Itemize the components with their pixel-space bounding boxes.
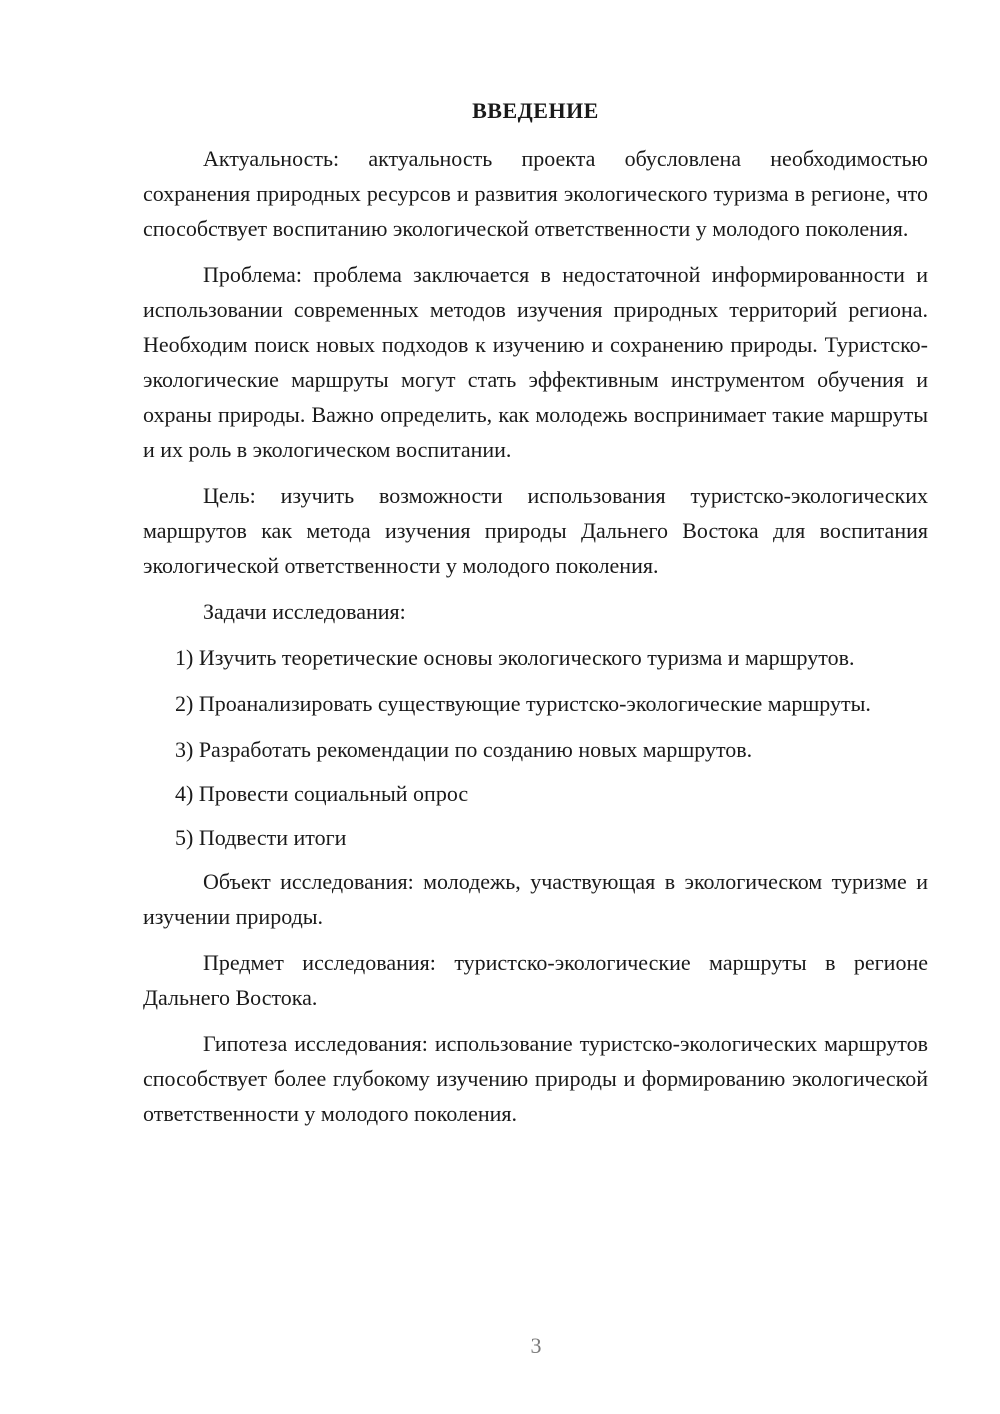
task-item-4: 4) Провести социальный опрос (175, 781, 469, 806)
document-page (143, 95, 928, 1142)
paragraph-relevance: Актуальность: актуальность проекта обусловлена необходимостью сохранения природных ресурсов и развития экологического туризма в регионе, что способствует воспитанию экологической ответственности у молодого поколения. (143, 146, 928, 241)
tasks-heading: Задачи исследования: (203, 599, 406, 624)
paragraph-problem: Проблема: проблема заключается в недостаточной информированности и использовании современных методов изучения природных территорий региона. Необходим поиск новых подходов к изучению и сохранению природы. Туристско-экологические маршруты могут стать эффективным инструментом обучения и охраны природы. Важно определить, как молодежь воспринимает такие маршруты и их роль в экологическом воспитании. (143, 262, 928, 462)
task-item-2: 2) Проанализировать существующие туристско-экологические маршруты. (175, 691, 871, 716)
paragraph-object: Объект исследования: молодежь, участвующая в экологическом туризме и изучении природы. (143, 869, 928, 929)
task-item-1: 1) Изучить теоретические основы экологического туризма и маршрутов. (175, 645, 855, 670)
paragraph-subject: Предмет исследования: туристско-экологические маршруты в регионе Дальнего Востока. (143, 950, 928, 1010)
task-item-3: 3) Разработать рекомендации по созданию новых маршрутов. (175, 737, 753, 762)
page-title: ВВЕДЕНИЕ (472, 98, 599, 123)
page-number: 3 (530, 1333, 542, 1358)
task-item-5: 5) Подвести итоги (175, 825, 347, 850)
paragraph-goal: Цель: изучить возможности использования туристско-экологических маршрутов как метода изучения природы Дальнего Востока для воспитания экологической ответственности у молодого поколения. (143, 483, 928, 578)
paragraph-hypothesis: Гипотеза исследования: использование туристско-экологических маршрутов способствует более глубокому изучению природы и формированию экологической ответственности у молодого поколения. (143, 1031, 928, 1126)
